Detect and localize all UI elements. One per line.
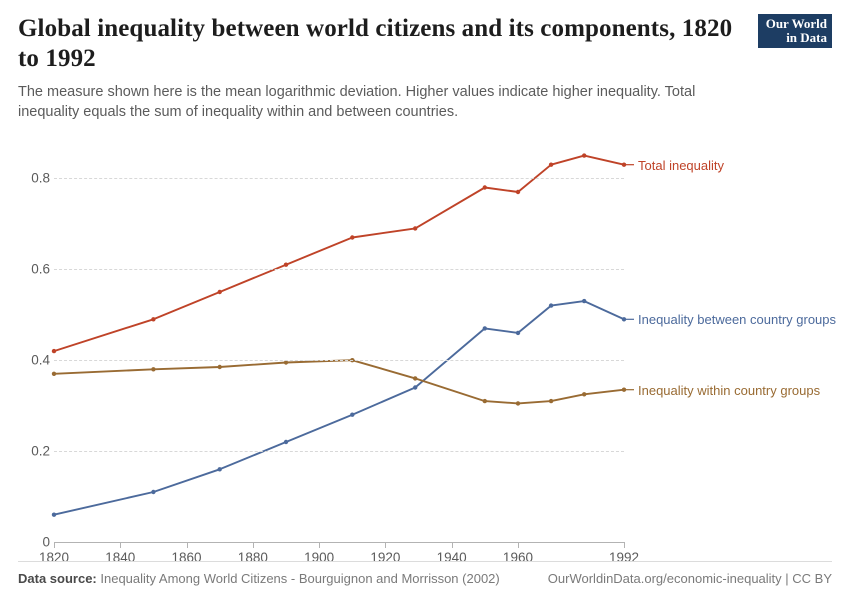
y-axis-tick-label: 0.4 bbox=[31, 352, 50, 368]
series-legend-label[interactable]: Inequality within country groups bbox=[638, 382, 821, 398]
y-axis-tick-label: 0.2 bbox=[31, 443, 50, 459]
x-axis-tick-label: 1992 bbox=[608, 550, 640, 565]
x-axis-tick-mark bbox=[120, 542, 121, 548]
gridline bbox=[54, 269, 624, 270]
series-point bbox=[52, 372, 56, 376]
series-legend-label[interactable]: Inequality between country groups bbox=[638, 312, 837, 328]
series-line bbox=[54, 360, 624, 403]
chart-footer bbox=[18, 561, 832, 586]
series-point bbox=[582, 392, 586, 396]
series-point bbox=[549, 399, 553, 403]
owid-logo-line2: in Data bbox=[786, 30, 827, 46]
gridline bbox=[54, 451, 624, 452]
data-source bbox=[18, 571, 500, 586]
x-axis-tick-mark bbox=[319, 542, 320, 548]
chart-header bbox=[18, 14, 832, 122]
series-point bbox=[350, 235, 354, 239]
series-point bbox=[413, 226, 417, 230]
page-title: Global inequality between world citizens and its components, 1820 to 1992 bbox=[18, 15, 733, 72]
x-axis-tick-mark bbox=[54, 542, 55, 548]
owid-logo[interactable] bbox=[758, 14, 832, 48]
series-point bbox=[151, 367, 155, 371]
axis-baseline bbox=[54, 542, 624, 543]
y-axis-tick-label: 0.8 bbox=[31, 170, 50, 186]
series-point bbox=[52, 513, 56, 517]
chart-subtitle: The measure shown here is the mean logarithmic deviation. Higher values indicate higher inequality. Total inequality equals the sum of inequality within and between countries. bbox=[18, 84, 696, 120]
series-point bbox=[151, 490, 155, 494]
series-point bbox=[151, 317, 155, 321]
x-axis-tick-mark bbox=[187, 542, 188, 548]
data-source-label: Data source: bbox=[18, 571, 97, 586]
series-point bbox=[52, 349, 56, 353]
x-axis-tick-label: 1860 bbox=[171, 550, 202, 565]
series-point bbox=[218, 290, 222, 294]
series-point bbox=[516, 401, 520, 405]
chart-area bbox=[18, 136, 837, 576]
series-point bbox=[483, 185, 487, 189]
owid-logo-line1: Our World bbox=[765, 16, 827, 31]
x-axis-tick-label: 1920 bbox=[370, 550, 401, 565]
x-axis-tick-mark bbox=[624, 542, 625, 548]
series-point bbox=[483, 399, 487, 403]
series-point bbox=[413, 385, 417, 389]
series-point bbox=[218, 467, 222, 471]
series-line bbox=[54, 156, 624, 352]
series-point bbox=[516, 331, 520, 335]
attribution[interactable]: OurWorldinData.org/economic-inequality | CC BY bbox=[547, 571, 832, 586]
series-point bbox=[284, 263, 288, 267]
plot-region[interactable] bbox=[31, 142, 837, 565]
data-source-text: Inequality Among World Citizens - Bourguignon and Morrisson (2002) bbox=[100, 571, 500, 586]
series-point bbox=[582, 299, 586, 303]
series-point bbox=[218, 365, 222, 369]
series-point bbox=[582, 153, 586, 157]
series-point bbox=[549, 303, 553, 307]
x-axis-tick-mark bbox=[518, 542, 519, 548]
series-point bbox=[284, 440, 288, 444]
x-axis-tick-label: 1940 bbox=[436, 550, 467, 565]
x-axis-tick-label: 1880 bbox=[237, 550, 268, 565]
series-point bbox=[350, 413, 354, 417]
series-point bbox=[516, 190, 520, 194]
series-point bbox=[483, 326, 487, 330]
gridline bbox=[54, 178, 624, 179]
x-axis-tick-label: 1840 bbox=[105, 550, 136, 565]
y-axis-tick-label: 0.6 bbox=[31, 261, 50, 277]
x-axis-tick-mark bbox=[452, 542, 453, 548]
x-axis-tick-label: 1820 bbox=[38, 550, 70, 565]
x-axis-tick-mark bbox=[253, 542, 254, 548]
x-axis-tick-label: 1900 bbox=[304, 550, 335, 565]
series-line bbox=[54, 301, 624, 515]
series-point bbox=[413, 376, 417, 380]
x-axis-tick-mark bbox=[385, 542, 386, 548]
series-legend-label[interactable]: Total inequality bbox=[638, 157, 724, 173]
series-lines bbox=[54, 142, 624, 542]
gridline bbox=[54, 360, 624, 361]
series-point bbox=[549, 163, 553, 167]
y-axis-tick-label: 0 bbox=[42, 534, 50, 550]
x-axis-tick-label: 1960 bbox=[502, 550, 533, 565]
